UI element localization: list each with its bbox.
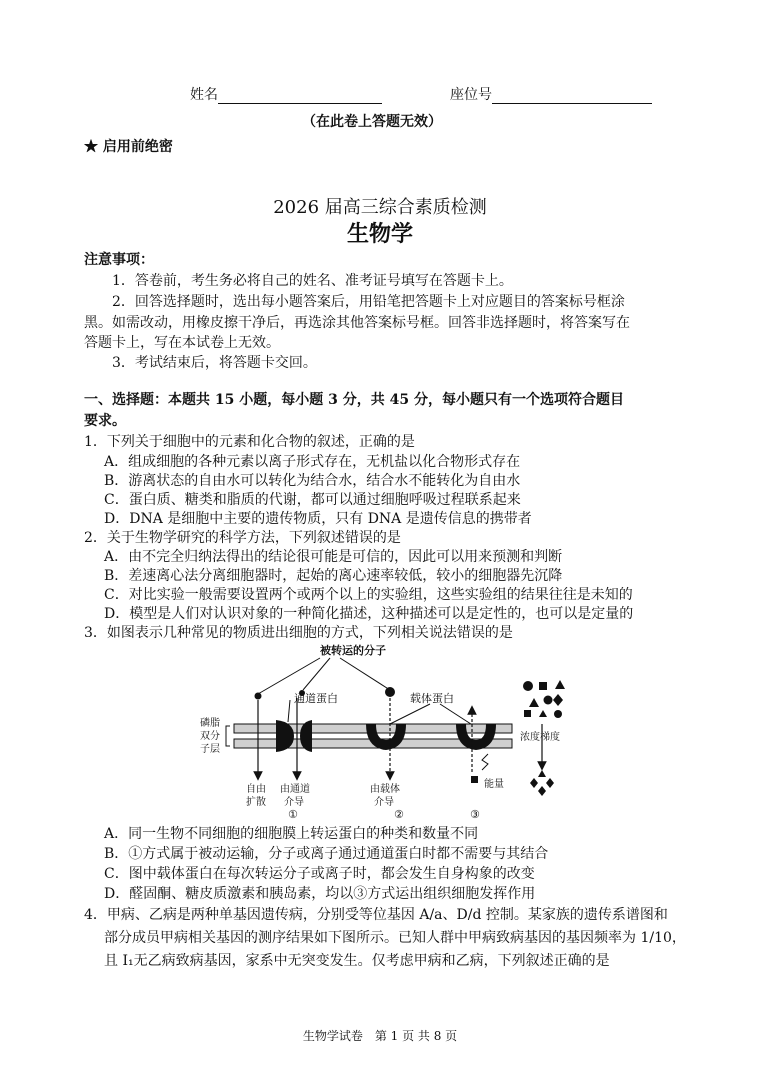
molecule-dot — [255, 693, 262, 700]
particle-square — [524, 710, 531, 717]
q3-stem: 3．如图表示几种常见的物质进出细胞的方式，下列相关说法错误的是 — [84, 625, 513, 641]
q1-option-b: B．游离状态的自由水可以转化为结合水，结合水不能转化为自由水 — [104, 473, 521, 489]
q2-stem: 2．关于生物学研究的科学方法，下列叙述错误的是 — [84, 530, 401, 546]
label-channel-1: 由通道 — [280, 784, 310, 795]
q1-option-a: A．组成细胞的各种元素以离子形式存在，无机盐以化合物形式存在 — [104, 454, 521, 470]
secret-label: ★ 启用前绝密 — [84, 139, 173, 155]
label-carrier-num: ② — [394, 808, 404, 821]
q2-option-a: A．由不完全归纳法得出的结论很可能是可信的，因此可以用来预测和判断 — [104, 549, 563, 565]
particle-circle — [554, 710, 562, 718]
label-free-1: 自由 — [246, 784, 266, 795]
label-carrier-1: 由载体 — [370, 784, 400, 795]
pointer-line — [440, 704, 474, 726]
name-blank — [218, 89, 382, 104]
label-bilayer-3: 子层 — [200, 744, 220, 755]
label-energy: 能量 — [484, 779, 504, 790]
label-carrier-protein: 载体蛋白 — [410, 692, 454, 705]
pointer-line — [258, 658, 320, 694]
q1-option-c: C．蛋白质、糖类和脂质的代谢，都可以通过细胞呼吸过程联系起来 — [104, 492, 521, 508]
molecule-dot — [385, 687, 395, 697]
section1-line1: 一、选择题：本题共 15 小题，每小题 3 分，共 45 分，每小题只有一个选项符合题目 — [84, 392, 624, 408]
pointer-line — [386, 704, 430, 726]
name-field-row — [190, 86, 382, 104]
q4-line3: 且 I₁无乙病致病基因，家系中无突变发生。仅考虑甲病和乙病，下列叙述正确的是 — [104, 953, 610, 969]
pointer-line — [303, 658, 330, 690]
label-channel-2: 介导 — [284, 797, 304, 808]
particle-circle — [544, 696, 553, 705]
q3-option-b: B．①方式属于被动运输，分子或离子通过通道蛋白时都不需要与其结合 — [104, 846, 549, 862]
name-label: 姓名 — [190, 87, 218, 103]
particle-diamond — [538, 786, 546, 796]
label-bilayer-2: 双分 — [200, 731, 220, 742]
exam-title: 2026 届高三综合素质检测 — [273, 197, 487, 218]
notes-item-2b: 黑。如需改动，用橡皮擦干净后，再选涂其他答案标号框。回答非选择题时，将答案写在 — [84, 315, 630, 331]
seat-field-row — [450, 86, 652, 104]
label-gradient: 浓度梯度 — [520, 732, 560, 743]
label-carrier-2: 介导 — [374, 797, 394, 808]
membrane-transport-figure — [190, 642, 590, 822]
q2-option-c: C．对比实验一般需要设置两个或两个以上的实验组，这些实验组的结果往往是未知的 — [104, 587, 633, 603]
label-free-2: 扩散 — [246, 797, 266, 808]
label-channel-protein: 通道蛋白 — [294, 692, 338, 705]
page-footer: 生物学试卷 第 1 页 共 8 页 — [302, 1029, 458, 1043]
subject-title: 生物学 — [346, 221, 413, 247]
particle-triangle — [529, 698, 539, 707]
label-transported-molecule: 被转运的分子 — [320, 644, 386, 657]
particle-circle — [523, 681, 533, 691]
particle-square — [539, 682, 547, 690]
label-bilayer-1: 磷脂 — [200, 718, 220, 729]
label-channel-num: ① — [288, 808, 298, 821]
q3-option-c: C．图中载体蛋白在每次转运分子或离子时，都会发生自身构象的改变 — [104, 866, 535, 882]
q3-option-a: A．同一生物不同细胞的细胞膜上转运蛋白的种类和数量不同 — [104, 826, 479, 842]
notes-item-3: 3．考试结束后，将答题卡交回。 — [112, 355, 317, 371]
particle-triangle — [539, 710, 547, 717]
seat-blank — [492, 89, 652, 104]
notes-item-1: 1．答卷前，考生务必将自己的姓名、准考证号填写在答题卡上。 — [112, 273, 513, 289]
particle-diamond — [553, 694, 563, 706]
q2-option-b: B．差速离心法分离细胞器时，起始的离心速率较低，较小的细胞器先沉降 — [104, 568, 563, 584]
seat-label: 座位号 — [450, 87, 492, 103]
invalid-note: （在此卷上答题无效） — [302, 114, 442, 130]
energy-square — [471, 776, 478, 783]
q1-option-d: D．DNA 是细胞中主要的遗传物质，只有 DNA 是遗传信息的携带者 — [104, 511, 532, 527]
bilayer-bracket — [226, 726, 230, 746]
q1-stem: 1．下列关于细胞中的元素和化合物的叙述，正确的是 — [84, 434, 415, 450]
q2-option-d: D．模型是人们对认识对象的一种简化描述，这种描述可以是定性的，也可以是定量的 — [104, 606, 634, 622]
energy-zigzag — [482, 754, 488, 770]
q4-line2: 部分成员甲病相关基因的测序结果如下图所示。已知人群中甲病致病基因的基因频率为 1/10， — [104, 930, 686, 946]
pointer-line — [288, 700, 290, 722]
q4-line1: 4．甲病、乙病是两种单基因遗传病，分别受等位基因 A/a、D/d 控制。某家族的遗传系谱图和 — [84, 907, 668, 923]
particle-diamond — [546, 778, 554, 788]
notes-item-2c: 答题卡上，写在本试卷上无效。 — [84, 335, 280, 351]
particle-diamond — [530, 778, 538, 788]
particle-triangle — [538, 770, 546, 777]
section1-line2: 要求。 — [84, 413, 126, 429]
notes-heading: 注意事项： — [84, 252, 154, 268]
particle-triangle — [555, 680, 565, 689]
pointer-line — [340, 658, 390, 690]
label-active-num: ③ — [470, 808, 480, 821]
q3-option-d: D．醛固酮、糖皮质激素和胰岛素，均以③方式运出组织细胞发挥作用 — [104, 886, 536, 902]
notes-item-2a: 2．回答选择题时，选出每小题答案后，用铅笔把答题卡上对应题目的答案标号框涂 — [112, 294, 625, 310]
